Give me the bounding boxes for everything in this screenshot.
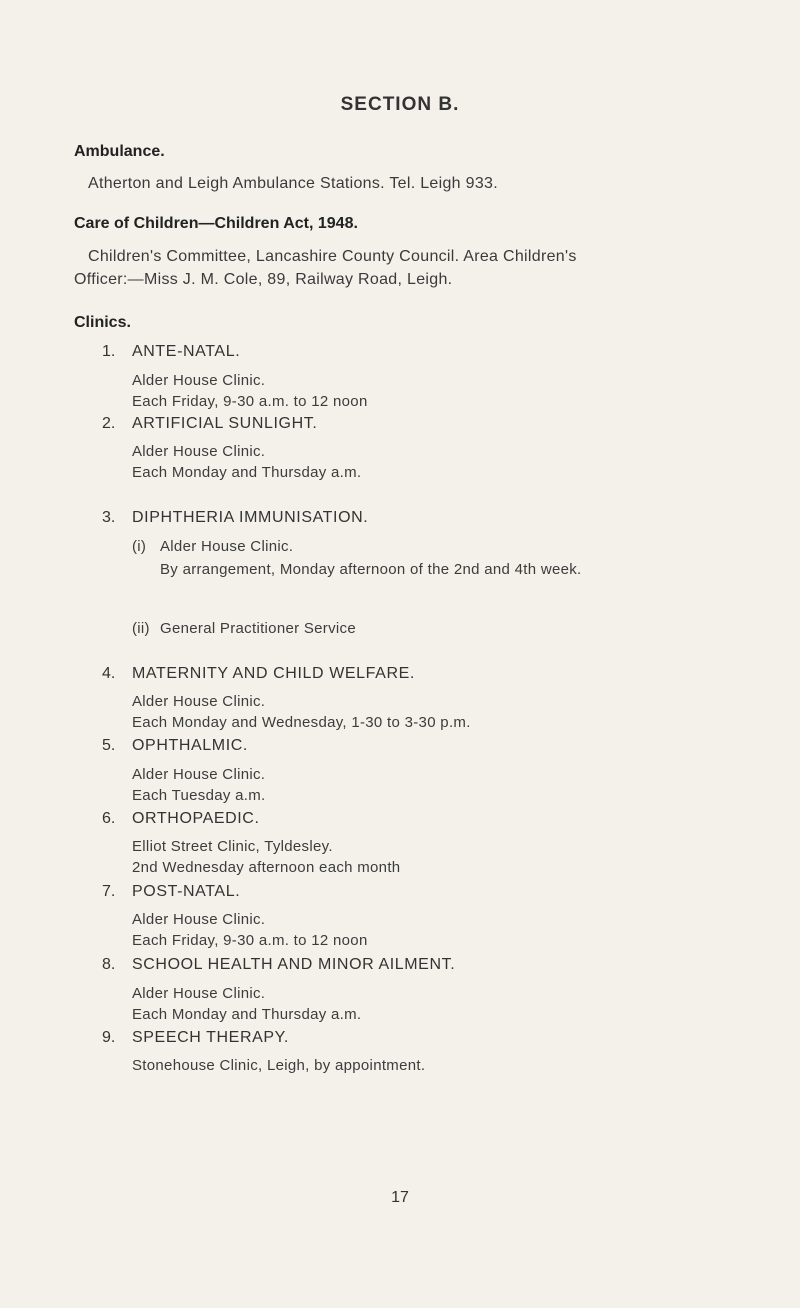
sub-item-label: (ii) — [132, 620, 150, 637]
clinic-location: Elliot Street Clinic, Tyldesley. — [132, 838, 333, 855]
clinic-location: Alder House Clinic. — [132, 372, 266, 389]
clinic-number: 2. — [102, 415, 116, 432]
clinic-number: 1. — [102, 343, 116, 360]
clinic-number: 5. — [102, 737, 116, 754]
clinic-schedule: Each Friday, 9-30 a.m. to 12 noon — [132, 932, 368, 949]
page-number: 17 — [391, 1189, 409, 1206]
sub-item-text: Alder House Clinic. — [160, 538, 294, 555]
clinic-schedule: Each Monday and Thursday a.m. — [132, 464, 362, 481]
ambulance-heading: Ambulance. — [74, 143, 165, 160]
clinic-title: SCHOOL HEALTH AND MINOR AILMENT. — [132, 956, 456, 973]
care-text-line-1: Children's Committee, Lancashire County Council. Area Children's — [88, 248, 577, 265]
sub-item-label: (i) — [132, 538, 147, 555]
clinics-heading: Clinics. — [74, 314, 131, 331]
clinic-title: SPEECH THERAPY. — [132, 1029, 289, 1046]
section-title: SECTION B. — [340, 94, 460, 115]
care-text-line-2: Officer:—Miss J. M. Cole, 89, Railway Road, Leigh. — [74, 271, 453, 288]
clinic-number: 3. — [102, 509, 116, 526]
clinic-title: DIPHTHERIA IMMUNISATION. — [132, 509, 369, 526]
clinic-title: ORTHOPAEDIC. — [132, 810, 260, 827]
clinic-number: 6. — [102, 810, 116, 827]
clinic-title: POST-NATAL. — [132, 883, 241, 900]
clinic-location: Alder House Clinic. — [132, 766, 266, 783]
clinic-number: 8. — [102, 956, 116, 973]
clinic-title: ANTE-NATAL. — [132, 343, 241, 360]
clinic-location: Stonehouse Clinic, Leigh, by appointment. — [132, 1057, 426, 1074]
clinic-schedule: 2nd Wednesday afternoon each month — [132, 859, 401, 876]
clinic-schedule: Each Tuesday a.m. — [132, 787, 266, 804]
clinic-schedule: Each Monday and Thursday a.m. — [132, 1006, 362, 1023]
sub-item-text: General Practitioner Service — [160, 620, 356, 637]
sub-item-detail: By arrangement, Monday afternoon of the 2nd and 4th week. — [160, 561, 582, 578]
care-heading: Care of Children—Children Act, 1948. — [74, 215, 358, 232]
clinic-location: Alder House Clinic. — [132, 985, 266, 1002]
clinic-number: 7. — [102, 883, 116, 900]
clinic-location: Alder House Clinic. — [132, 443, 266, 460]
clinic-schedule: Each Monday and Wednesday, 1-30 to 3-30 p.m. — [132, 714, 471, 731]
clinic-title: MATERNITY AND CHILD WELFARE. — [132, 665, 415, 682]
clinic-location: Alder House Clinic. — [132, 911, 266, 928]
clinic-title: ARTIFICIAL SUNLIGHT. — [132, 415, 318, 432]
clinic-title: OPHTHALMIC. — [132, 737, 248, 754]
ambulance-text: Atherton and Leigh Ambulance Stations. Tel. Leigh 933. — [88, 175, 498, 192]
clinic-number: 4. — [102, 665, 116, 682]
clinic-number: 9. — [102, 1029, 116, 1046]
clinic-location: Alder House Clinic. — [132, 693, 266, 710]
clinic-schedule: Each Friday, 9-30 a.m. to 12 noon — [132, 393, 368, 410]
